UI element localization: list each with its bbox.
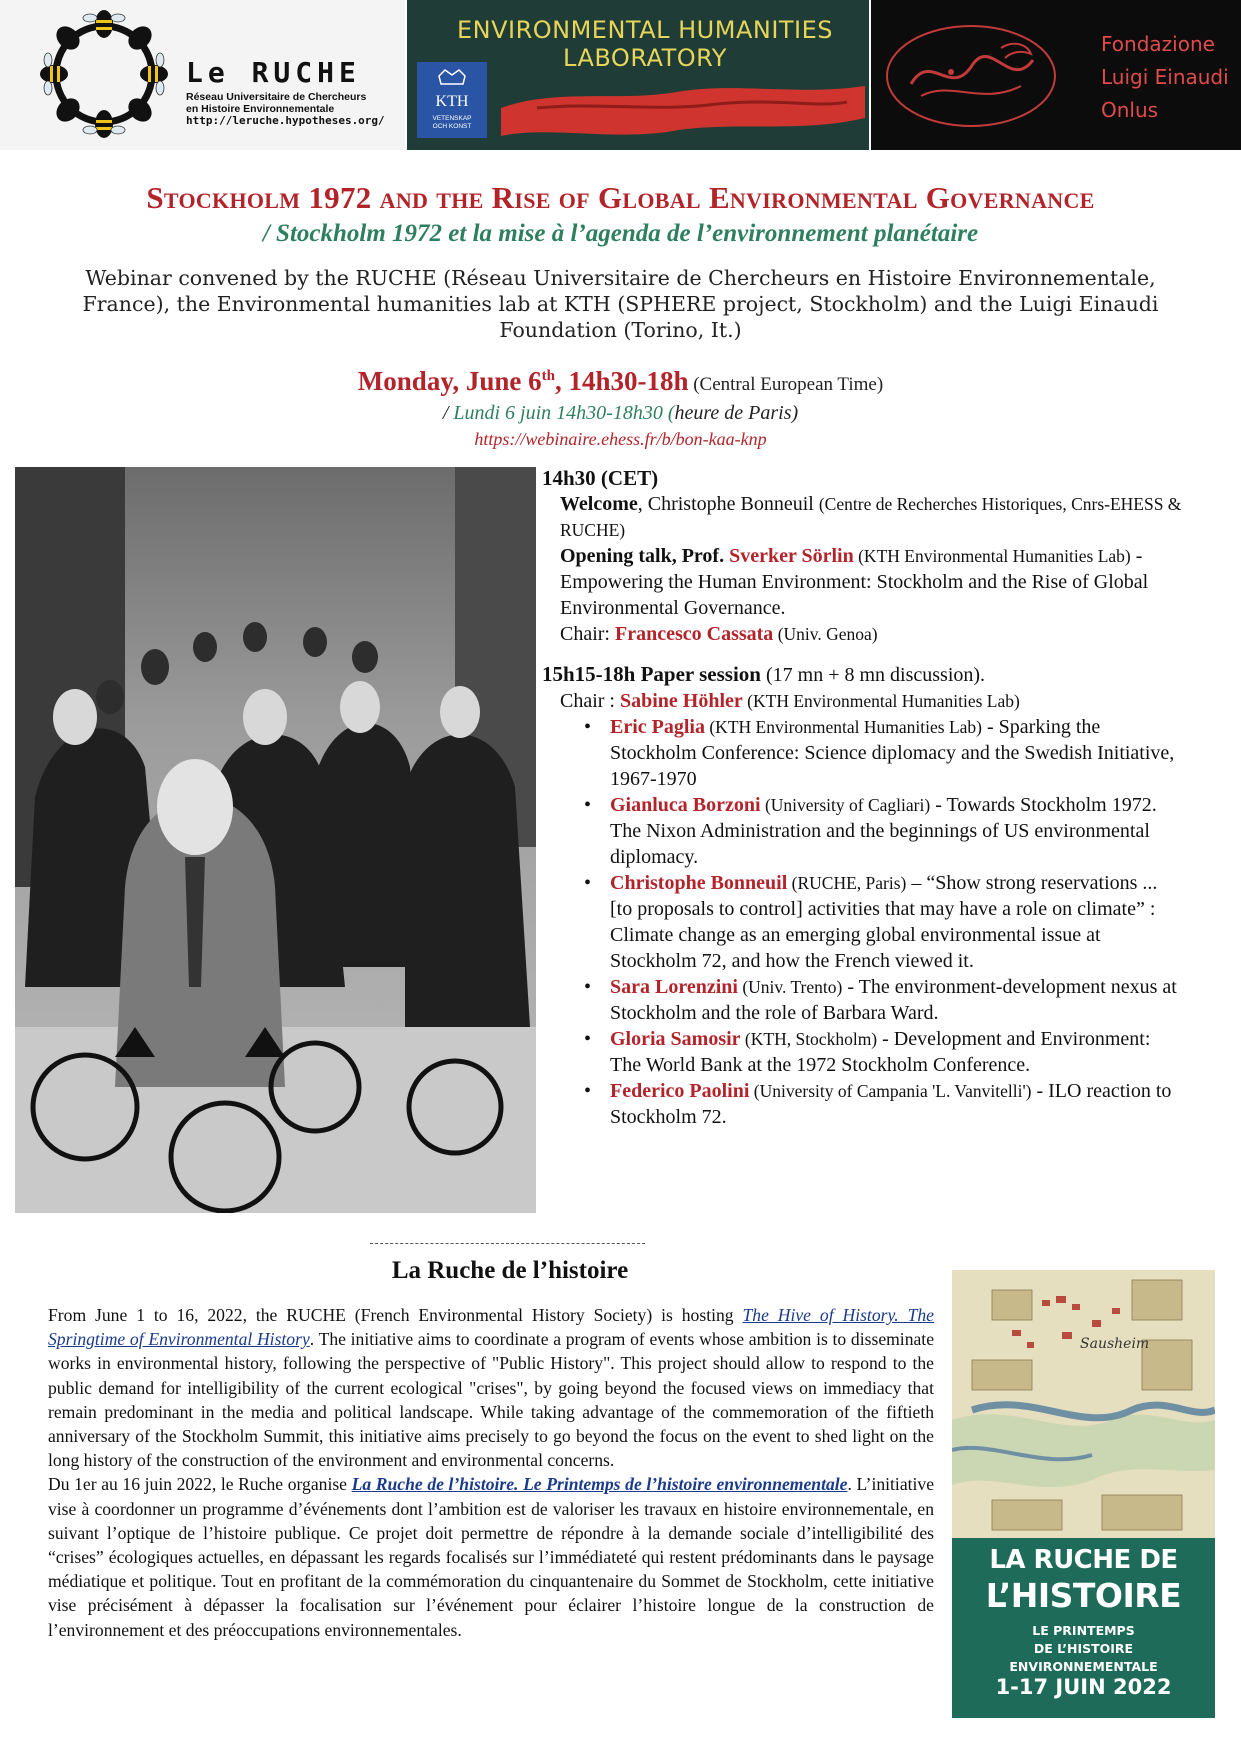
page-subtitle: / Stockholm 1972 et la mise à l’agenda de l’environnement planétaire — [262, 220, 979, 247]
talk-item — [584, 1078, 1182, 1130]
talk-title: - Development and Environment: The World Bank at the 1972 Stockholm Conference. — [610, 1028, 1151, 1076]
ehl-title — [435, 16, 855, 72]
opening-speaker: Sverker Sörlin — [729, 545, 854, 567]
talk-affiliation: (University of Campania 'L. Vanvitelli') — [749, 1081, 1032, 1101]
poster-sub-line3: ENVIRONNEMENTALE — [1009, 1659, 1158, 1674]
talk-title: - ILO reaction to Stockholm 72. — [610, 1080, 1172, 1128]
opening-time: 14h30 (CET) — [542, 466, 659, 490]
chair1-item — [542, 621, 1182, 647]
talk-title: – “Show strong reservations ... [to proposals to control] activities that may have a role on climate” : Climate change as an emerging global environmental issue at Stockholm 72, and how the French viewed it. — [610, 872, 1158, 972]
chair2-item — [542, 688, 1182, 714]
chair1-name: Francesco Cassata — [615, 623, 774, 645]
ruche-subtitle-line2: en Histoire Environnementale — [186, 103, 335, 115]
cyclists-photo-drawing — [15, 467, 536, 1213]
poster-sub-line1: LE PRINTEMPS — [1032, 1623, 1135, 1638]
kth-crest-icon — [417, 62, 487, 138]
section-divider — [370, 1243, 645, 1244]
ruche-banner — [0, 0, 405, 150]
poster-dates: 1-17 JUIN 2022 — [995, 1675, 1172, 1699]
page-title: Stockholm 1972 and the Rise of Global Environmental Governance — [146, 180, 1095, 215]
hive-fr-link[interactable]: La Ruche de l’histoire. Le Printemps de l’histoire environnementale — [351, 1474, 848, 1495]
date-main-day: Monday, June 6 — [357, 366, 542, 396]
hive-paragraph-en — [48, 1303, 934, 1472]
ehl-title-line1: ENVIRONMENTAL HUMANITIES — [456, 16, 834, 44]
fle-line3: Onlus — [1101, 98, 1159, 122]
hive-fr-intro: Du 1er au 16 juin 2022, le Ruche organise — [48, 1474, 352, 1495]
fle-line1: Fondazione — [1101, 32, 1215, 56]
talk-title: - Towards Stockholm 1972. The Nixon Administration and the beginnings of US environmental diplomacy. — [610, 794, 1157, 868]
talk-title: - Sparking the Stockholm Conference: Science diplomacy and the Swedish Initiative, 1967-1970 — [610, 716, 1175, 790]
hive-en-text: . The initiative aims to coordinate a program of events whose ambition is to disseminate works in environmental history, following the perspective of "Public History". This project should allow to respond to the public demand for intelligibility of the current ecological "crises", by going beyond the focused views on immediacy that remain predominant in the media and political landscape. While taking advantage of the commemoration of the fiftieth anniversary of the Stockholm Summit, this initiative aims precisely to go beyond the focus on the event to shed light on the long history of the construction of the environment and environmental concerns. — [48, 1329, 934, 1471]
date-main-time: , 14h30-18h — [554, 366, 689, 396]
talk-affiliation: (KTH Environmental Humanities Lab) — [704, 717, 982, 737]
talk-list — [584, 714, 1182, 1130]
hive-fr-text: . L’initiative vise à coordonner un programme d’événements dont l’ambition est de valoriser les travaux en histoire environnementale, en suivant l’optique de l’histoire publique. Ce projet doit permettre de répondre à la demande sociale d’intelligibilité des “crises” écologiques actuelles, en dépassant les regards focalisés sur l’immédiateté qui restent prédominants dans le paysage médiatique et politique. Tout en profitant de la commémoration du cinquantenaire du Sommet de Stockholm, cette initiative vise précisément à dépasser la focalisation sur l’événement pour éclairer l’histoire longue de la construction de l’environnement et des préoccupations environnementales. — [48, 1474, 935, 1640]
ehl-banner — [407, 0, 869, 150]
talk-speaker: Sara Lorenzini — [610, 976, 738, 998]
hive-en-intro: From June 1 to 16, 2022, the RUCHE (French Environmental History Society) is hosting — [48, 1305, 743, 1325]
convened-text: Webinar convened by the RUCHE (Réseau Universitaire de Chercheurs en Histoire Environnementale, France), the Environmental humanities lab at KTH (SPHERE project, Stockholm) and the Luigi Einaudi Foundation (Torino, It.) — [82, 266, 1159, 342]
kth-motto-line1: VETENSKAP — [432, 115, 472, 122]
red-brush-splash — [497, 78, 869, 142]
dragon-emblem-icon — [881, 20, 1061, 132]
ruche-name: Le RUCHE — [186, 56, 361, 89]
talk-speaker: Federico Paolini — [610, 1080, 750, 1102]
date-timezone: (Central European Time) — [688, 374, 884, 395]
chair2-label: Chair : — [560, 690, 620, 712]
date-fr-slash: / — [442, 402, 454, 424]
event-date — [0, 366, 1241, 397]
talk-item — [584, 974, 1182, 1026]
opening-affiliation: (KTH Environmental Humanities Lab) — [853, 546, 1131, 566]
welcome-affiliation: (Centre de Recherches Historiques, Cnrs-EHESS & RUCHE) — [560, 494, 1182, 540]
hive-poster — [952, 1270, 1215, 1718]
cyclists-photo — [15, 467, 536, 1213]
talk-item — [584, 1026, 1182, 1078]
talk-item — [584, 870, 1182, 974]
date-fr-timezone: heure de Paris) — [674, 402, 799, 424]
poster-sub-line2: DE L’HISTOIRE — [1033, 1641, 1134, 1656]
talk-speaker: Christophe Bonneuil — [610, 872, 788, 894]
talk-affiliation: (Univ. Trento) — [737, 977, 843, 997]
fle-name — [1101, 28, 1229, 127]
bee-ring-icon — [38, 8, 170, 140]
kth-label: KTH — [435, 93, 469, 110]
date-main-suffix: th — [541, 368, 555, 384]
date-main — [358, 366, 689, 396]
program — [542, 465, 1182, 1130]
chair2-affiliation: (KTH Environmental Humanities Lab) — [742, 691, 1020, 711]
ruche-subtitle-line1: Réseau Universitaire de Chercheurs — [186, 91, 367, 103]
fle-line2: Luigi Einaudi — [1101, 65, 1229, 89]
opening-title: - Empowering the Human Environment: Stockholm and the Rise of Global Environmental Governance. — [560, 545, 1149, 619]
poster-title — [952, 1542, 1215, 1614]
chair1-affiliation: (Univ. Genoa) — [773, 624, 878, 644]
kth-motto-line2: OCH KONST — [432, 123, 472, 130]
poster-map-drawing — [952, 1270, 1215, 1538]
ruche-url[interactable]: http://leruche.hypotheses.org/ — [186, 114, 385, 127]
chair2-name: Sabine Höhler — [620, 690, 743, 712]
ehl-title-line2: LABORATORY — [563, 44, 727, 72]
hive-heading: La Ruche de l’histoire — [391, 1257, 629, 1284]
hive-body — [48, 1303, 934, 1642]
welcome-label: Welcome — [560, 493, 638, 515]
talk-item — [584, 714, 1182, 792]
talk-title: - The environment-development nexus at Stockholm and the role of Barbara Ward. — [610, 976, 1177, 1024]
talk-speaker: Eric Paglia — [610, 716, 705, 738]
date-fr-paren: ( — [662, 402, 675, 424]
welcome-person: , Christophe Bonneuil — [637, 493, 819, 515]
talk-item — [584, 792, 1182, 870]
session-header — [542, 661, 1182, 688]
poster-title-line1: LA RUCHE DE — [989, 1545, 1178, 1575]
poster-title-line2: L’HISTOIRE — [985, 1576, 1182, 1615]
hive-en-link[interactable]: The Hive of History. The Springtime of Environmental History — [48, 1305, 934, 1350]
webinar-link[interactable]: https://webinaire.ehess.fr/b/bon-kaa-knp — [474, 429, 767, 449]
opening-talk-item — [542, 543, 1182, 621]
hive-paragraph-fr — [48, 1472, 934, 1641]
talk-speaker: Gloria Samosir — [610, 1028, 741, 1050]
poster-subtitle — [952, 1622, 1215, 1676]
poster-map-label: Sausheim — [1080, 1336, 1150, 1352]
session-note: (17 mn + 8 mn discussion). — [760, 664, 986, 686]
program-spacer — [542, 647, 1182, 661]
session-label: 15h15-18h Paper session — [542, 662, 761, 686]
talk-speaker: Gianluca Borzoni — [610, 794, 761, 816]
opening-label: Opening talk, Prof. — [560, 545, 730, 567]
talk-affiliation: (RUCHE, Paris) — [787, 873, 907, 893]
fle-banner — [871, 0, 1241, 150]
event-date-fr — [0, 402, 1241, 425]
chair1-label: Chair: — [560, 623, 615, 645]
welcome-item — [542, 491, 1182, 543]
talk-affiliation: (KTH, Stockholm) — [740, 1029, 878, 1049]
ruche-subtitle — [186, 91, 366, 115]
talk-affiliation: (University of Cagliari) — [760, 795, 931, 815]
date-fr-main: Lundi 6 juin 14h30-18h30 — [453, 402, 663, 424]
